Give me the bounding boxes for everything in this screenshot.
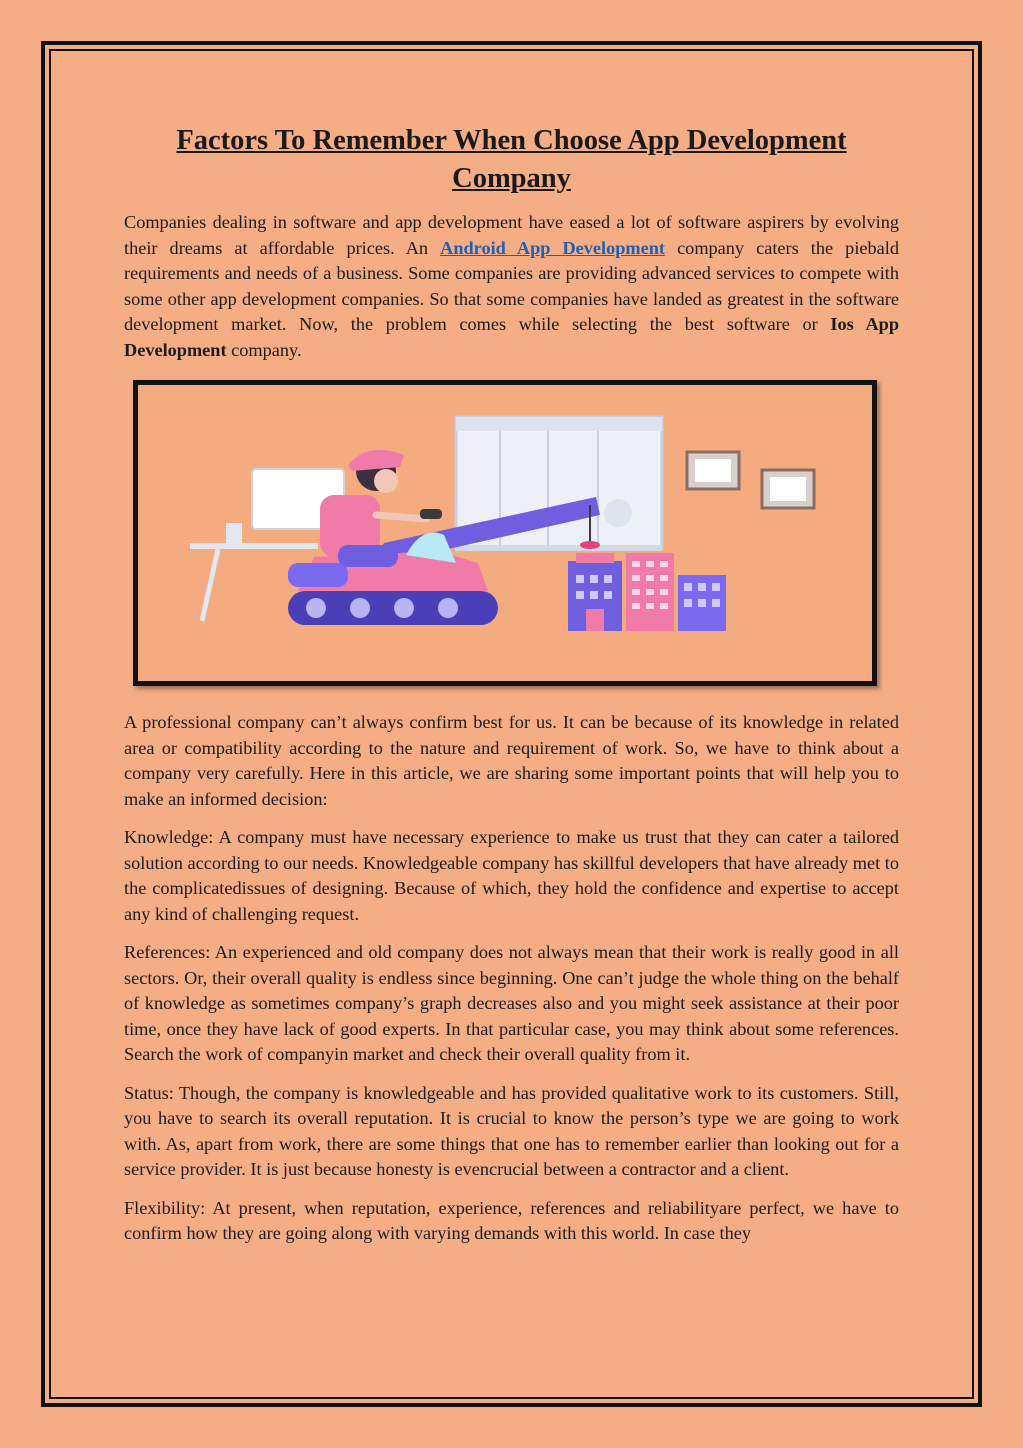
paragraph-intro-2: A professional company can’t always confirm best for us. It can be because of its knowledge in related area or compatibility according to the nature and requirement of work. So, we have to think about a company very carefully. Here in this article, we are sharing some important points that will help you to make an informed decision: [124, 712, 899, 809]
buildings-graphic [568, 553, 726, 631]
document-body [124, 122, 899, 1260]
paragraph-knowledge: Knowledge: A company must have necessary experience to make us trust that they can cater a tailored solution according to our needs. Knowledgeable company has skillful developers that have already met to the complicatedissues of designing. Because of which, they hold the confidence and expertise to accept any kind of challenging request. [124, 827, 899, 924]
android-app-development-link[interactable]: Android App Development [440, 237, 666, 258]
intro-text-1: Companies dealing in software and app development have eased a lot of software aspirers by evolving their dreams at affordable prices. An [124, 212, 899, 258]
document-title: Factors To Remember When Choose App Development Company [176, 125, 847, 194]
intro-text-2: company caters the piebald requirements and needs of a business. Some companies are providing advanced services to compete with some other app development companies. So that some companies have landed as greatest in the software development market. Now, the problem comes while selecting the best software or [124, 237, 899, 334]
wall-frames [687, 452, 814, 508]
paragraph-status: Status: Though, the company is knowledgeable and has provided qualitative work to its customers. Still, you have to search its overall reputation. It is crucial to know the person’s type we are going to work with. As, apart from work, there are some things that one has to remember earlier than looking out for a service provider. It is just because honesty is evencrucial between a contractor and a client. [124, 1082, 899, 1179]
intro-text-3: company. [226, 339, 302, 360]
intro-paragraph [124, 210, 899, 363]
developer-crane-illustration [138, 385, 872, 681]
paragraph-references: References: An experienced and old company does not always mean that their work is really good in all sectors. Or, their overall quality is endless since beginning. One can’t judge the whole thing on the behalf of knowledge as sometimes company’s graph decreases also and you might seek assistance at their poor time, once they have lack of good experts. In that particular case, you may think about some references. Search the work of companyin market and check their overall quality from it. [124, 942, 899, 1064]
paragraph-flexibility: Flexibility: At present, when reputation, experience, references and reliabilityare perfect, we have to confirm how they are going along with varying demands with this world. In case they [124, 1197, 899, 1243]
ios-app-development-bold: Ios App Development [124, 314, 899, 360]
illustration-frame [133, 380, 877, 686]
